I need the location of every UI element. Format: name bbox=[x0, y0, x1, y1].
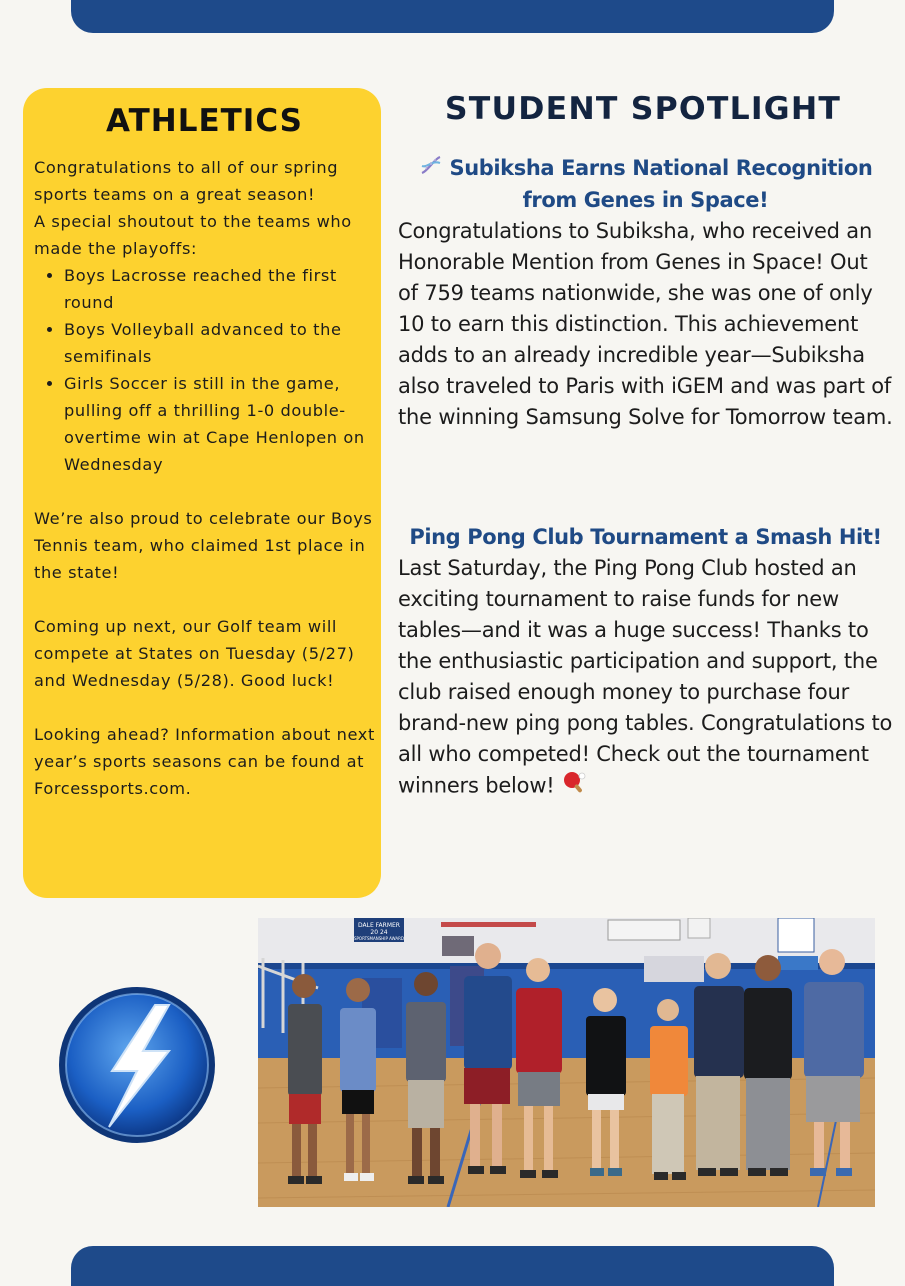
list-item: • Girls Soccer is still in the game, pulling off a thrilling 1-0 double-overtime win at Cape Henlopen on Wednesday bbox=[64, 370, 375, 478]
list-item: • Boys Lacrosse reached the first round bbox=[64, 262, 375, 316]
story-body: Congratulations to Subiksha, who received an Honorable Mention from Genes in Space! Out of 759 teams nationwide, she was one of only 10 to earn this distinction. This achievement adds to an already incredible year—Subiksha also traveled to Paris with iGEM and was part of the winning Samsung Solve for Tomorrow team. bbox=[398, 218, 893, 429]
banner-text: DALE FARMER bbox=[358, 922, 400, 929]
golf-paragraph: Coming up next, our Golf team will compete at States on Tuesday (5/27) and Wednesday (5/28). Good luck! bbox=[34, 617, 355, 690]
list-item: • Boys Volleyball advanced to the semifinals bbox=[64, 316, 375, 370]
spotlight-title: STUDENT SPOTLIGHT bbox=[444, 91, 842, 127]
story-body-wrap bbox=[398, 553, 893, 803]
dna-icon bbox=[419, 154, 443, 185]
school-logo bbox=[57, 985, 217, 1145]
banner-text: SPORTSMANSHIP AWARD bbox=[353, 936, 405, 941]
athletics-shoutout: A special shoutout to the teams who made the playoffs: bbox=[34, 212, 352, 258]
athletics-text bbox=[34, 154, 375, 802]
athletics-intro: Congratulations to all of our spring sports teams on a great season! bbox=[34, 158, 339, 204]
athletics-title: ATHLETICS bbox=[106, 103, 303, 139]
story-heading: Ping Pong Club Tournament a Smash Hit! bbox=[409, 525, 882, 549]
story-body: Last Saturday, the Ping Pong Club hosted an exciting tournament to raise funds for new tables—and it was a huge success! Thanks to the enthusiastic participation and support, the club raised enough money to purchase four brand-new ping pong tables. Congratulations to all who competed! Check out the tournament winners below! bbox=[398, 556, 893, 798]
story-ping-pong bbox=[398, 522, 893, 803]
lightning-bolt-icon bbox=[57, 985, 217, 1145]
tennis-paragraph: We’re also proud to celebrate our Boys Tennis team, who claimed 1st place in the state! bbox=[34, 509, 373, 582]
bottom-banner-bar bbox=[71, 1246, 834, 1286]
story-heading-text: Subiksha Earns National Recognition from Genes in Space! bbox=[449, 156, 873, 212]
tournament-winners-photo bbox=[258, 918, 875, 1207]
athletics-panel bbox=[23, 88, 381, 898]
top-banner-bar bbox=[71, 0, 834, 33]
story-heading bbox=[398, 153, 893, 216]
playoff-list bbox=[34, 262, 375, 478]
ping-pong-paddle-icon bbox=[561, 770, 587, 803]
story-subiksha bbox=[398, 153, 893, 433]
looking-ahead-paragraph: Looking ahead? Information about next year’s sports seasons can be found at Forcessports.com. bbox=[34, 725, 375, 798]
banner-text: 20 24 bbox=[370, 929, 388, 936]
